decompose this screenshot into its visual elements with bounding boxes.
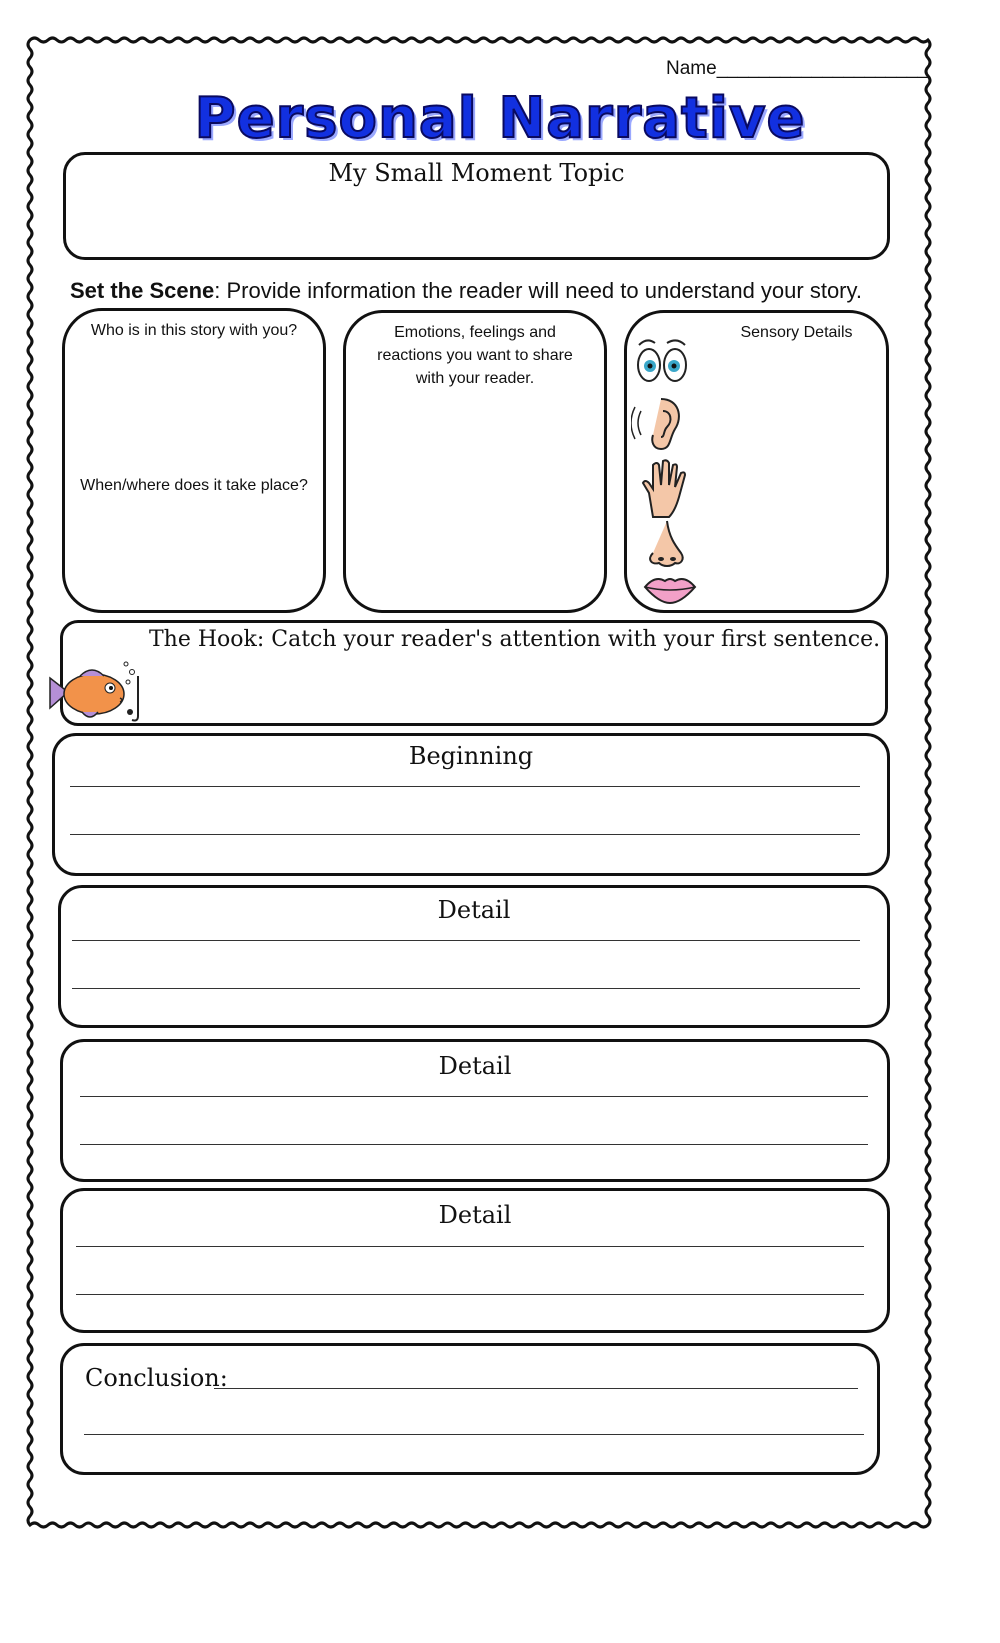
conclusion-line-1[interactable] xyxy=(214,1388,858,1389)
hand-icon xyxy=(639,459,691,519)
emotions-prompt xyxy=(346,321,604,390)
page-title: Personal Narrative xyxy=(194,86,806,151)
detail-title-3: Detail xyxy=(438,1201,512,1229)
name-blank: ____________________ xyxy=(716,58,929,79)
hook-box[interactable] xyxy=(60,620,888,726)
detail-1-line-2[interactable] xyxy=(72,988,860,989)
lips-icon xyxy=(641,571,699,605)
where-prompt: When/where does it take place? xyxy=(80,477,308,494)
who-prompt: Who is in this story with you? xyxy=(90,322,298,339)
conclusion-line-2[interactable] xyxy=(84,1434,864,1435)
emotions-line-2: reactions you want to share xyxy=(377,347,573,364)
detail-box-2[interactable] xyxy=(60,1039,890,1182)
detail-box-1[interactable] xyxy=(58,885,890,1028)
topic-title: My Small Moment Topic xyxy=(328,159,625,187)
hook-title: The Hook: Catch your reader's attention with your first sentence. xyxy=(149,627,881,652)
conclusion-box[interactable] xyxy=(60,1343,880,1475)
fish-icon xyxy=(46,656,150,726)
emotions-line-1: Emotions, feelings and xyxy=(394,324,556,341)
beginning-line-1[interactable] xyxy=(70,786,860,787)
detail-title-2: Detail xyxy=(438,1052,512,1080)
sensory-box[interactable] xyxy=(624,310,889,613)
detail-3-line-1[interactable] xyxy=(76,1246,864,1247)
detail-box-3[interactable] xyxy=(60,1188,890,1333)
conclusion-label: Conclusion: xyxy=(85,1364,228,1392)
name-label: Name xyxy=(666,58,717,79)
detail-2-line-2[interactable] xyxy=(80,1144,868,1145)
beginning-title: Beginning xyxy=(408,742,534,770)
sensory-title: Sensory Details xyxy=(740,324,853,341)
detail-1-line-1[interactable] xyxy=(72,940,860,941)
nose-icon xyxy=(641,519,691,569)
emotions-box[interactable] xyxy=(343,310,607,613)
topic-box[interactable] xyxy=(63,152,890,260)
eyes-icon xyxy=(633,335,691,387)
scene-description: : Provide information the reader will need to understand your story. xyxy=(214,278,862,303)
scene-label: Set the Scene xyxy=(70,278,215,303)
detail-3-line-2[interactable] xyxy=(76,1294,864,1295)
set-the-scene-instruction xyxy=(70,278,862,304)
beginning-box[interactable] xyxy=(52,733,890,876)
emotions-line-3: with your reader. xyxy=(415,370,535,387)
beginning-line-2[interactable] xyxy=(70,834,860,835)
ear-icon xyxy=(631,395,685,453)
detail-title-1: Detail xyxy=(437,896,511,924)
who-where-box[interactable] xyxy=(62,308,326,613)
name-field[interactable] xyxy=(666,58,928,80)
detail-2-line-1[interactable] xyxy=(80,1096,868,1097)
